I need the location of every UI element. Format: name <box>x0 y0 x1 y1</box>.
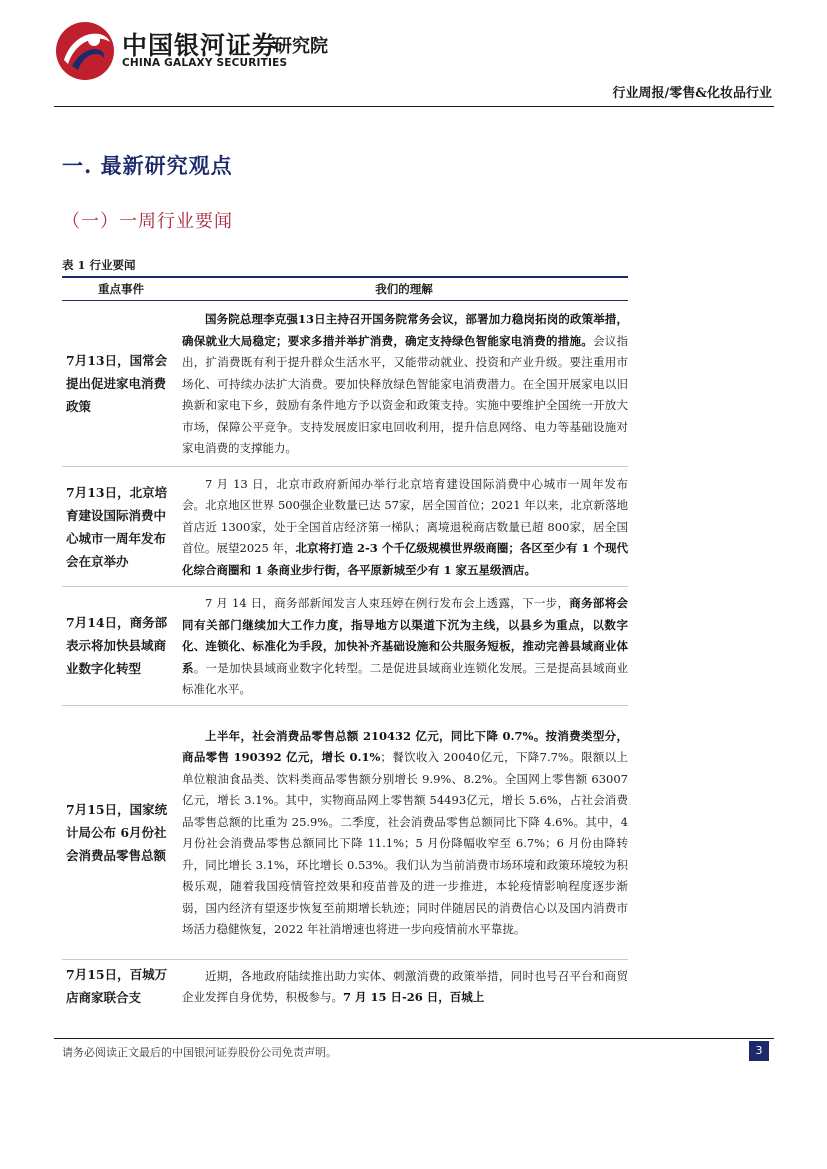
event-title: 7月15日，国家统计局公布 6月份社会消费品零售总额 <box>66 801 168 863</box>
table-caption: 表 1 行业要闻 <box>62 258 136 272</box>
section-subtitle: （一）一周行业要闻 <box>62 211 233 232</box>
footer-divider <box>54 1038 774 1039</box>
page-header <box>0 0 827 118</box>
comment-segment: ；餐饮收入 20040亿元，下降7.7%。限额以上单位粮油食品类、饮料类商品零售额分别增长 9.9%、8.2%。全国网上零售额 63007亿元，增长 3.1%。其中，实物商品网上零售额 54493亿元，增长 5.6%，占社会消费品零售总额的比重为 25.9%。二季度，社会消费品零售总额同比下降 4.6%。其中，4 月份社会消费品零售总额同比下降 11.1%；5 月份降幅收窄至 6.7%；6 月份由降转升，同比增长 3.1%，环比增长 0.53%。我们认为当前消费市场环境和政策环境较为积极乐观，随着我国疫情管控效果和疫苗普及的进一步推进，本轮疫情影响程度逐步渐弱，国内经济有望逐步恢复至前期增长轨迹；同时伴随居民的消费信心以及国内消费市场活力稳健恢复，2022 年社消增速也将进一步向疫情前水平靠拢。 <box>182 750 628 936</box>
event-title: 7月15日，百城万店商家联合支 <box>66 967 168 1005</box>
comment-segment: 会议指出，扩消费既有利于提升群众生活水平，又能带动就业、投资和产业升级。要注重用市场化、可持续办法扩大消费。要加快释放绿色智能家电消费潜力。在全国开展家电以旧换新和家电下乡，鼓励有条件地方予以资金和政策支持。实施中要维护全国统一开放大市场，保障公平竞争。支持发展废旧家电回收利用，提升信息网络、电力等基础设施对家电消费的支撑能力。 <box>182 333 629 456</box>
table-row <box>62 959 628 1013</box>
event-cell <box>62 467 180 587</box>
comment-segment: 。一是加快县域商业数字化转型。二是促进县域商业连锁化发展。三是提高县域商业标准化水平。 <box>182 660 629 696</box>
brand-name-en: CHINA GALAXY SECURITIES <box>122 57 288 69</box>
event-cell <box>62 705 180 959</box>
event-title: 7月13日，国常会提出促进家电消费政策 <box>66 353 168 414</box>
header-divider <box>54 106 774 107</box>
comment-cell <box>180 587 628 706</box>
event-cell <box>62 959 180 1013</box>
page-number: 3 <box>749 1041 769 1061</box>
comment-segment: 7 月 14 日，商务部新闻发言人束珏婷在例行发布会上透露，下一步， <box>205 596 570 610</box>
galaxy-logo-icon <box>54 20 116 82</box>
comment-highlight: 北京将打造 2-3 个千亿级规模世界级商圈；各区至少有 1 个现代化综合商圈和 1 条商业步行街，各平原新城至少有 1 家五星级酒店。 <box>182 541 628 577</box>
comment-text <box>180 303 628 464</box>
column-header-comment: 我们的理解 <box>180 277 628 301</box>
disclaimer-note: 请务必阅读正文最后的中国银河证券股份公司免责声明。 <box>62 1046 337 1059</box>
comment-text <box>180 720 628 945</box>
comment-segment: 7 月 13 日，北京市政府新闻办举行北京培育建设国际消费中心城市一周年发布会。北京地区世界 500强企业数量已达 57家，居全国首位；2021 年以来，北京新落地首店近 1300家，处于全国首店经济第一梯队；离境退税商店数量已超 800家，居全国首位。展望2025 年， <box>182 476 628 556</box>
table-row <box>62 467 628 587</box>
comment-cell <box>180 959 628 1013</box>
report-tag: 行业周报/零售&化妆品行业 <box>612 86 772 101</box>
comment-text <box>180 960 628 1013</box>
event-title: 7月13日，北京培育建设国际消费中心城市一周年发布会在京举办 <box>66 484 168 569</box>
comment-highlight: 商务部将会同有关部门继续加大工作力度，指导地方以渠道下沉为主线，以县乡为重点，以数字化、连锁化、标准化为手段，加快补齐基础设施和公共服务短板，推动完善县域商业体系 <box>182 596 629 675</box>
column-header-event: 重点事件 <box>62 277 180 301</box>
table-row <box>62 705 628 959</box>
brand-institute: 研究院 <box>274 36 328 57</box>
comment-cell <box>180 301 628 467</box>
comment-cell <box>180 705 628 959</box>
comment-highlight: 上半年，社会消费品零售总额 210432 亿元，同比下降 0.7%。按消费类型分，商品零售 190392 亿元，增长 0.1% <box>182 728 628 764</box>
comment-text <box>180 468 628 586</box>
section-title: 一. 最新研究观点 <box>62 153 233 178</box>
comment-highlight: 7 月 15 日-26 日，百城上 <box>343 990 485 1004</box>
brand-name-cn: 中国银河证券 <box>122 31 279 60</box>
table-row <box>62 301 628 467</box>
table-row <box>62 587 628 706</box>
event-cell <box>62 587 180 706</box>
event-title: 7月14日，商务部表示将加快县域商业数字化转型 <box>66 615 168 677</box>
event-cell <box>62 301 180 467</box>
comment-cell <box>180 467 628 587</box>
news-table <box>62 276 628 1013</box>
table-header-row <box>62 277 628 301</box>
comment-highlight: 国务院总理李克强13日主持召开国务院常务会议，部署加力稳岗拓岗的政策举措，确保就业大局稳定；要求多措并举扩消费，确定支持绿色智能家电消费的措施。 <box>182 312 628 348</box>
comment-text <box>180 587 628 705</box>
comment-segment: 近期，各地政府陆续推出助力实体、刺激消费的政策举措，同时也号召平台和商贸企业发挥自身优势，积极参与。 <box>182 968 628 1004</box>
